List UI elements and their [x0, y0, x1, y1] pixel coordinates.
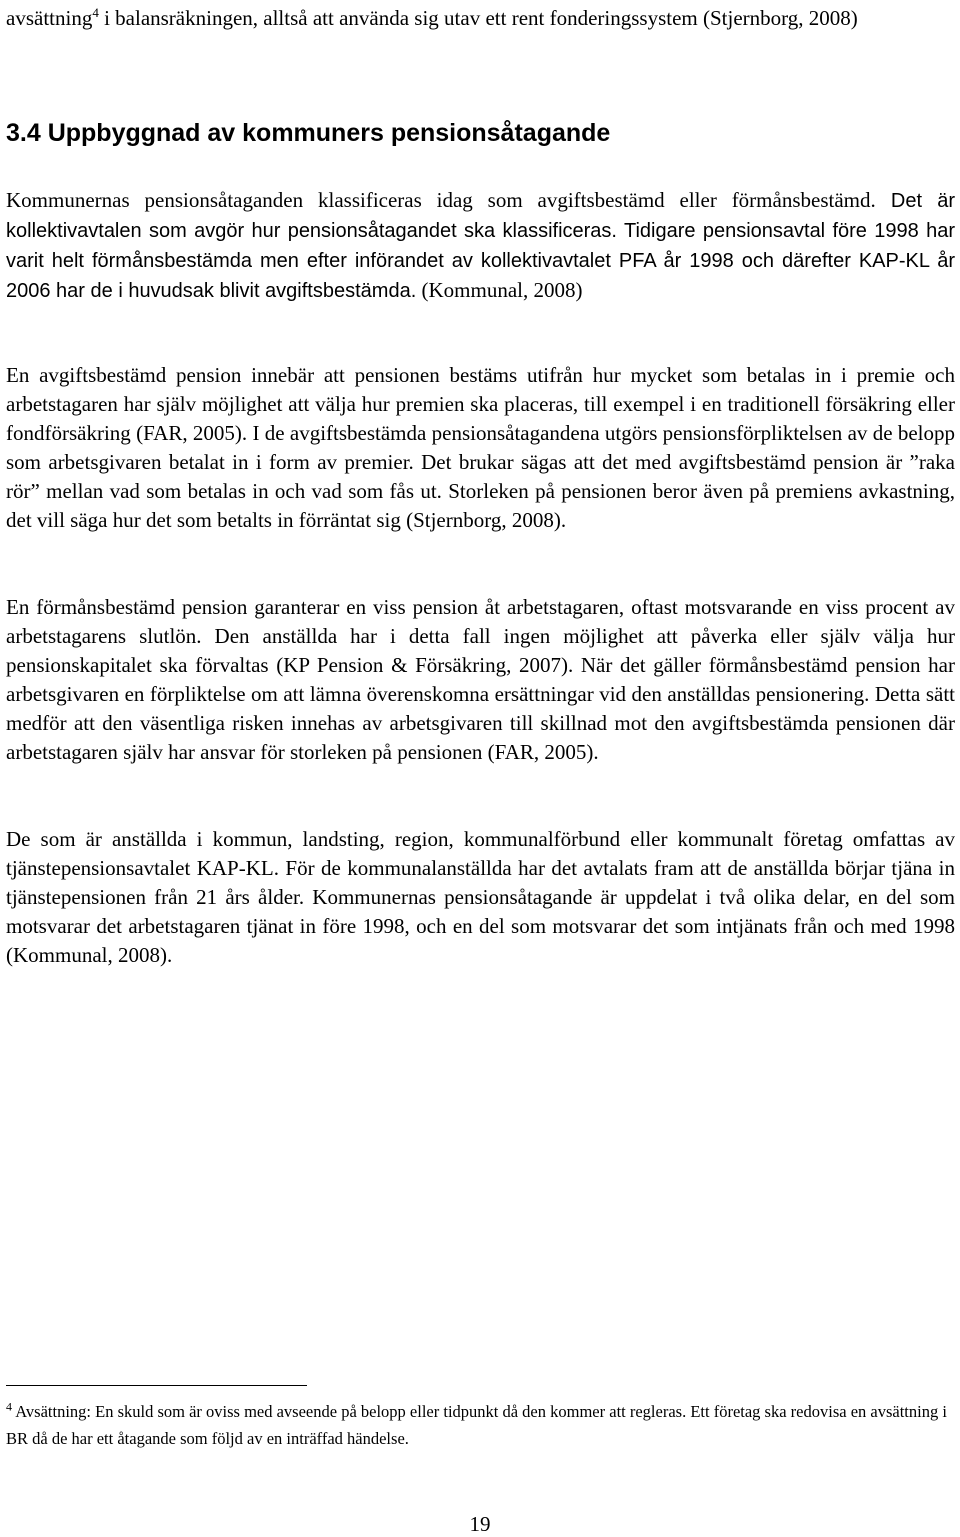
- paragraph-1-sentence-2: Det är kollektivavtalen som avgör hur pensionsåtagandet ska klassificeras.: [6, 190, 955, 242]
- intro-paragraph: [6, 4, 955, 33]
- footnote-separator: [6, 1385, 307, 1386]
- footnote-number: 4: [6, 1399, 12, 1414]
- paragraph-4: De som är anställda i kommun, landsting, region, kommunalförbund eller kommunalt företag omfattas av tjänstepensionsavtalet KAP-KL. För de kommunalanställda har det avtalats fram att de anställda börjar tjäna in tjänstepensionen från 21 års ålder. Kommunernas pensionsåtagande är uppdelat i två olika delar, en del som motsvarar det arbetstagaren tjänat in före 1998, och en del som motsvarar det som intjänats från och med 1998 (Kommunal, 2008).: [6, 827, 955, 967]
- paragraph-1-sentence-4: (Kommunal, 2008): [416, 278, 583, 302]
- paragraph-3: En förmånsbestämd pension garanterar en viss pension åt arbetstagaren, oftast motsvarande en viss procent av arbetstagarens slutlön. Den anställda har i detta fall ingen möjlighet att påverka eller själv välja hur pensionskapitalet ska förvaltas (KP Pension & Försäkring, 2007). När det gäller förmånsbestämd pension har arbetsgivaren en förpliktelse om att lämna överenskomna ersättningar vid den anställdas pensionering. Detta sätt medför att den väsentliga risken innehas av arbetsgivaren till skillnad mot den avgiftsbestämda pensionen där arbetstagaren själv har ansvar för storleken på pensionen (FAR, 2005).: [6, 595, 955, 764]
- footnote: [6, 1398, 955, 1452]
- paragraph-2: En avgiftsbestämd pension innebär att pensionen bestäms utifrån hur mycket som betalas in i premie och arbetstagaren har själv möjlighet att välja hur premien ska placeras, till exempel i en traditionell försäkring eller fondförsäkring (FAR, 2005). I de avgiftsbestämda pensionsåtagandena utgörs pensionsförpliktelsen av de belopp som arbetsgivaren betalat in i form av premier. Det brukar sägas att det med avgiftsbestämd pension är ”raka rör” mellan vad som betalas in och vad som fås ut. Storleken på pensionen beror även på premiens avkastning, det vill säga hur det som betalts in förräntat sig (Stjernborg, 2008).: [6, 363, 955, 532]
- footnote-text: Avsättning: En skuld som är oviss med avseende på belopp eller tidpunkt då den kommer att regleras. Ett företag ska redovisa en avsättning i BR då de har ett åtagande som följd av en inträffad händelse.: [6, 1402, 947, 1448]
- paragraph-1: [6, 186, 955, 306]
- page-number: 19: [469, 1512, 491, 1536]
- intro-text-a: avsättning: [6, 6, 93, 30]
- section-heading: 3.4 Uppbyggnad av kommuners pensionsåtagande: [6, 119, 611, 147]
- paragraph-1-sentence-1: Kommunernas pensionsåtaganden klassificeras idag som avgiftsbestämd eller förmånsbestämd.: [6, 188, 876, 212]
- intro-text-b: i balansräkningen, alltså att använda sig utav ett rent fonderingssystem (Stjernborg, 2008): [98, 6, 858, 30]
- paragraph-1-sentence-3: Tidigare pensionsavtal före 1998 har varit helt förmånsbestämda men efter införandet av kollektivavtalet PFA år 1998 och därefter KAP-KL år 2006 har de i huvudsak blivit avgiftsbestämda.: [6, 220, 956, 302]
- footnote-reference: 4: [92, 5, 99, 20]
